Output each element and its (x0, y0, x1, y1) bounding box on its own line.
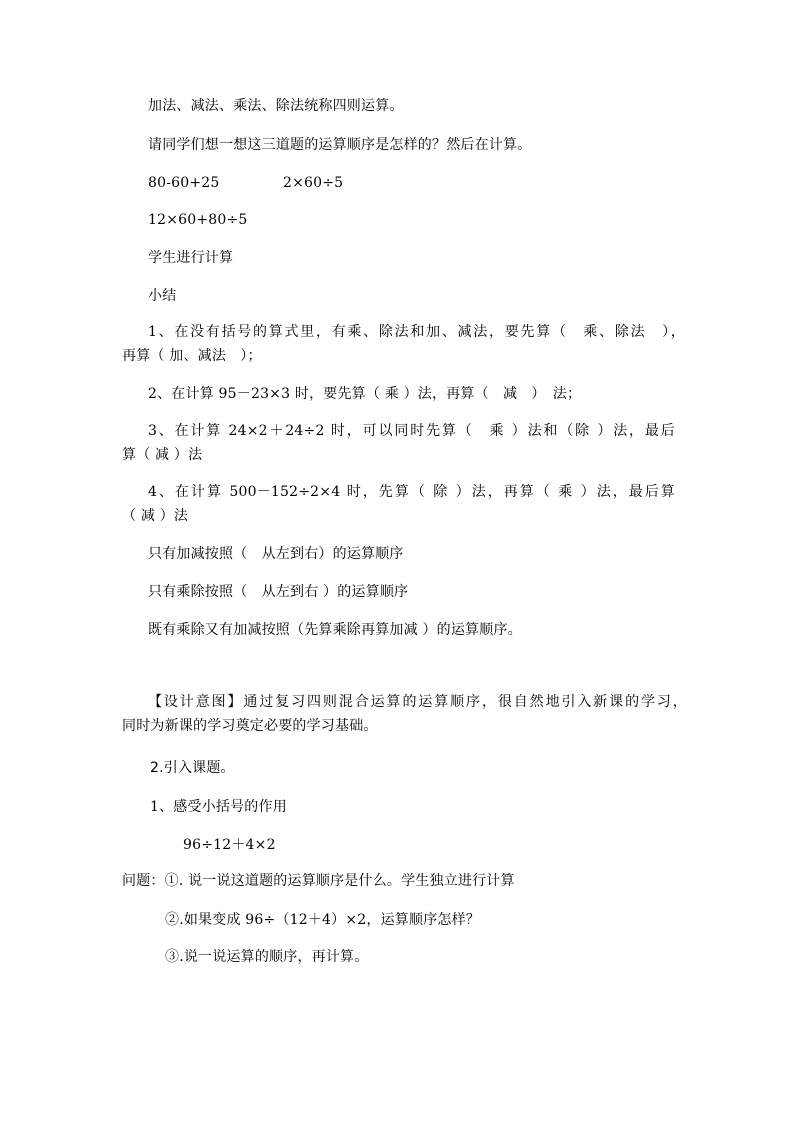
paragraph-question-order: 请同学们想一想这三道题的运算顺序是怎样的？然后在计算。 (148, 137, 532, 153)
summary-item-2: 2、在计算 95－23×3 时，要先算（ 乘 ）法，再算（ 减 ） 法； (148, 386, 582, 402)
expression-3: 12×60+80÷5 (148, 212, 248, 228)
question-3: ③.说一说运算的顺序，再计算。 (165, 949, 369, 965)
rule-add-subtract: 只有加减按照（ 从左到右）的运算顺序 (148, 546, 404, 562)
paragraph-students-calc: 学生进行计算 (148, 250, 234, 266)
question-1: 问题：①. 说一说这道题的运算顺序是什么。学生独立进行计算 (122, 873, 515, 889)
summary-item-1-line-1: 1、在没有括号的算式里，有乘、除法和加、减法，要先算（ 乘、除法 ）， (148, 324, 685, 340)
rule-multiply-divide: 只有乘除按照（ 从左到右 ）的运算顺序 (148, 584, 409, 600)
heading-summary: 小结 (148, 288, 177, 304)
summary-item-4-line-2: （ 减 ）法 (122, 508, 189, 524)
example-expression: 96÷12＋4×2 (183, 837, 276, 853)
question-2: ②.如果变成 96÷（12＋4）×2，运算顺序怎样？ (165, 912, 481, 928)
summary-item-3-line-2: 算（ 减 ）法 (122, 447, 203, 463)
design-intent-line-1: 【设计意图】通过复习四则混合运算的运算顺序，很自然地引入新课的学习， (148, 694, 687, 710)
summary-item-4-line-1: 4、在计算 500－152÷2×4 时，先算（ 除 ）法，再算（ 乘 ）法，最后算 (148, 484, 675, 500)
summary-item-1-line-2: 再算（ 加、减法 ）； (122, 348, 262, 364)
design-intent-line-2: 同时为新课的学习奠定必要的学习基础。 (122, 718, 378, 734)
subsection-parentheses: 1、感受小括号的作用 (150, 799, 287, 815)
paragraph-four-operations: 加法、减法、乘法、除法统称四则运算。 (148, 98, 404, 114)
summary-item-3-line-1: 3、在计算 24×2＋24÷2 时，可以同时先算（ 乘 ）法和（除 ）法，最后 (148, 423, 675, 439)
section-introduce-topic: 2.引入课题。 (150, 760, 235, 776)
expression-1: 80-60+25 (148, 175, 220, 191)
rule-mixed: 既有乘除又有加减按照（先算乘除再算加减 ）的运算顺序。 (148, 622, 522, 638)
expression-2: 2×60÷5 (283, 175, 344, 191)
